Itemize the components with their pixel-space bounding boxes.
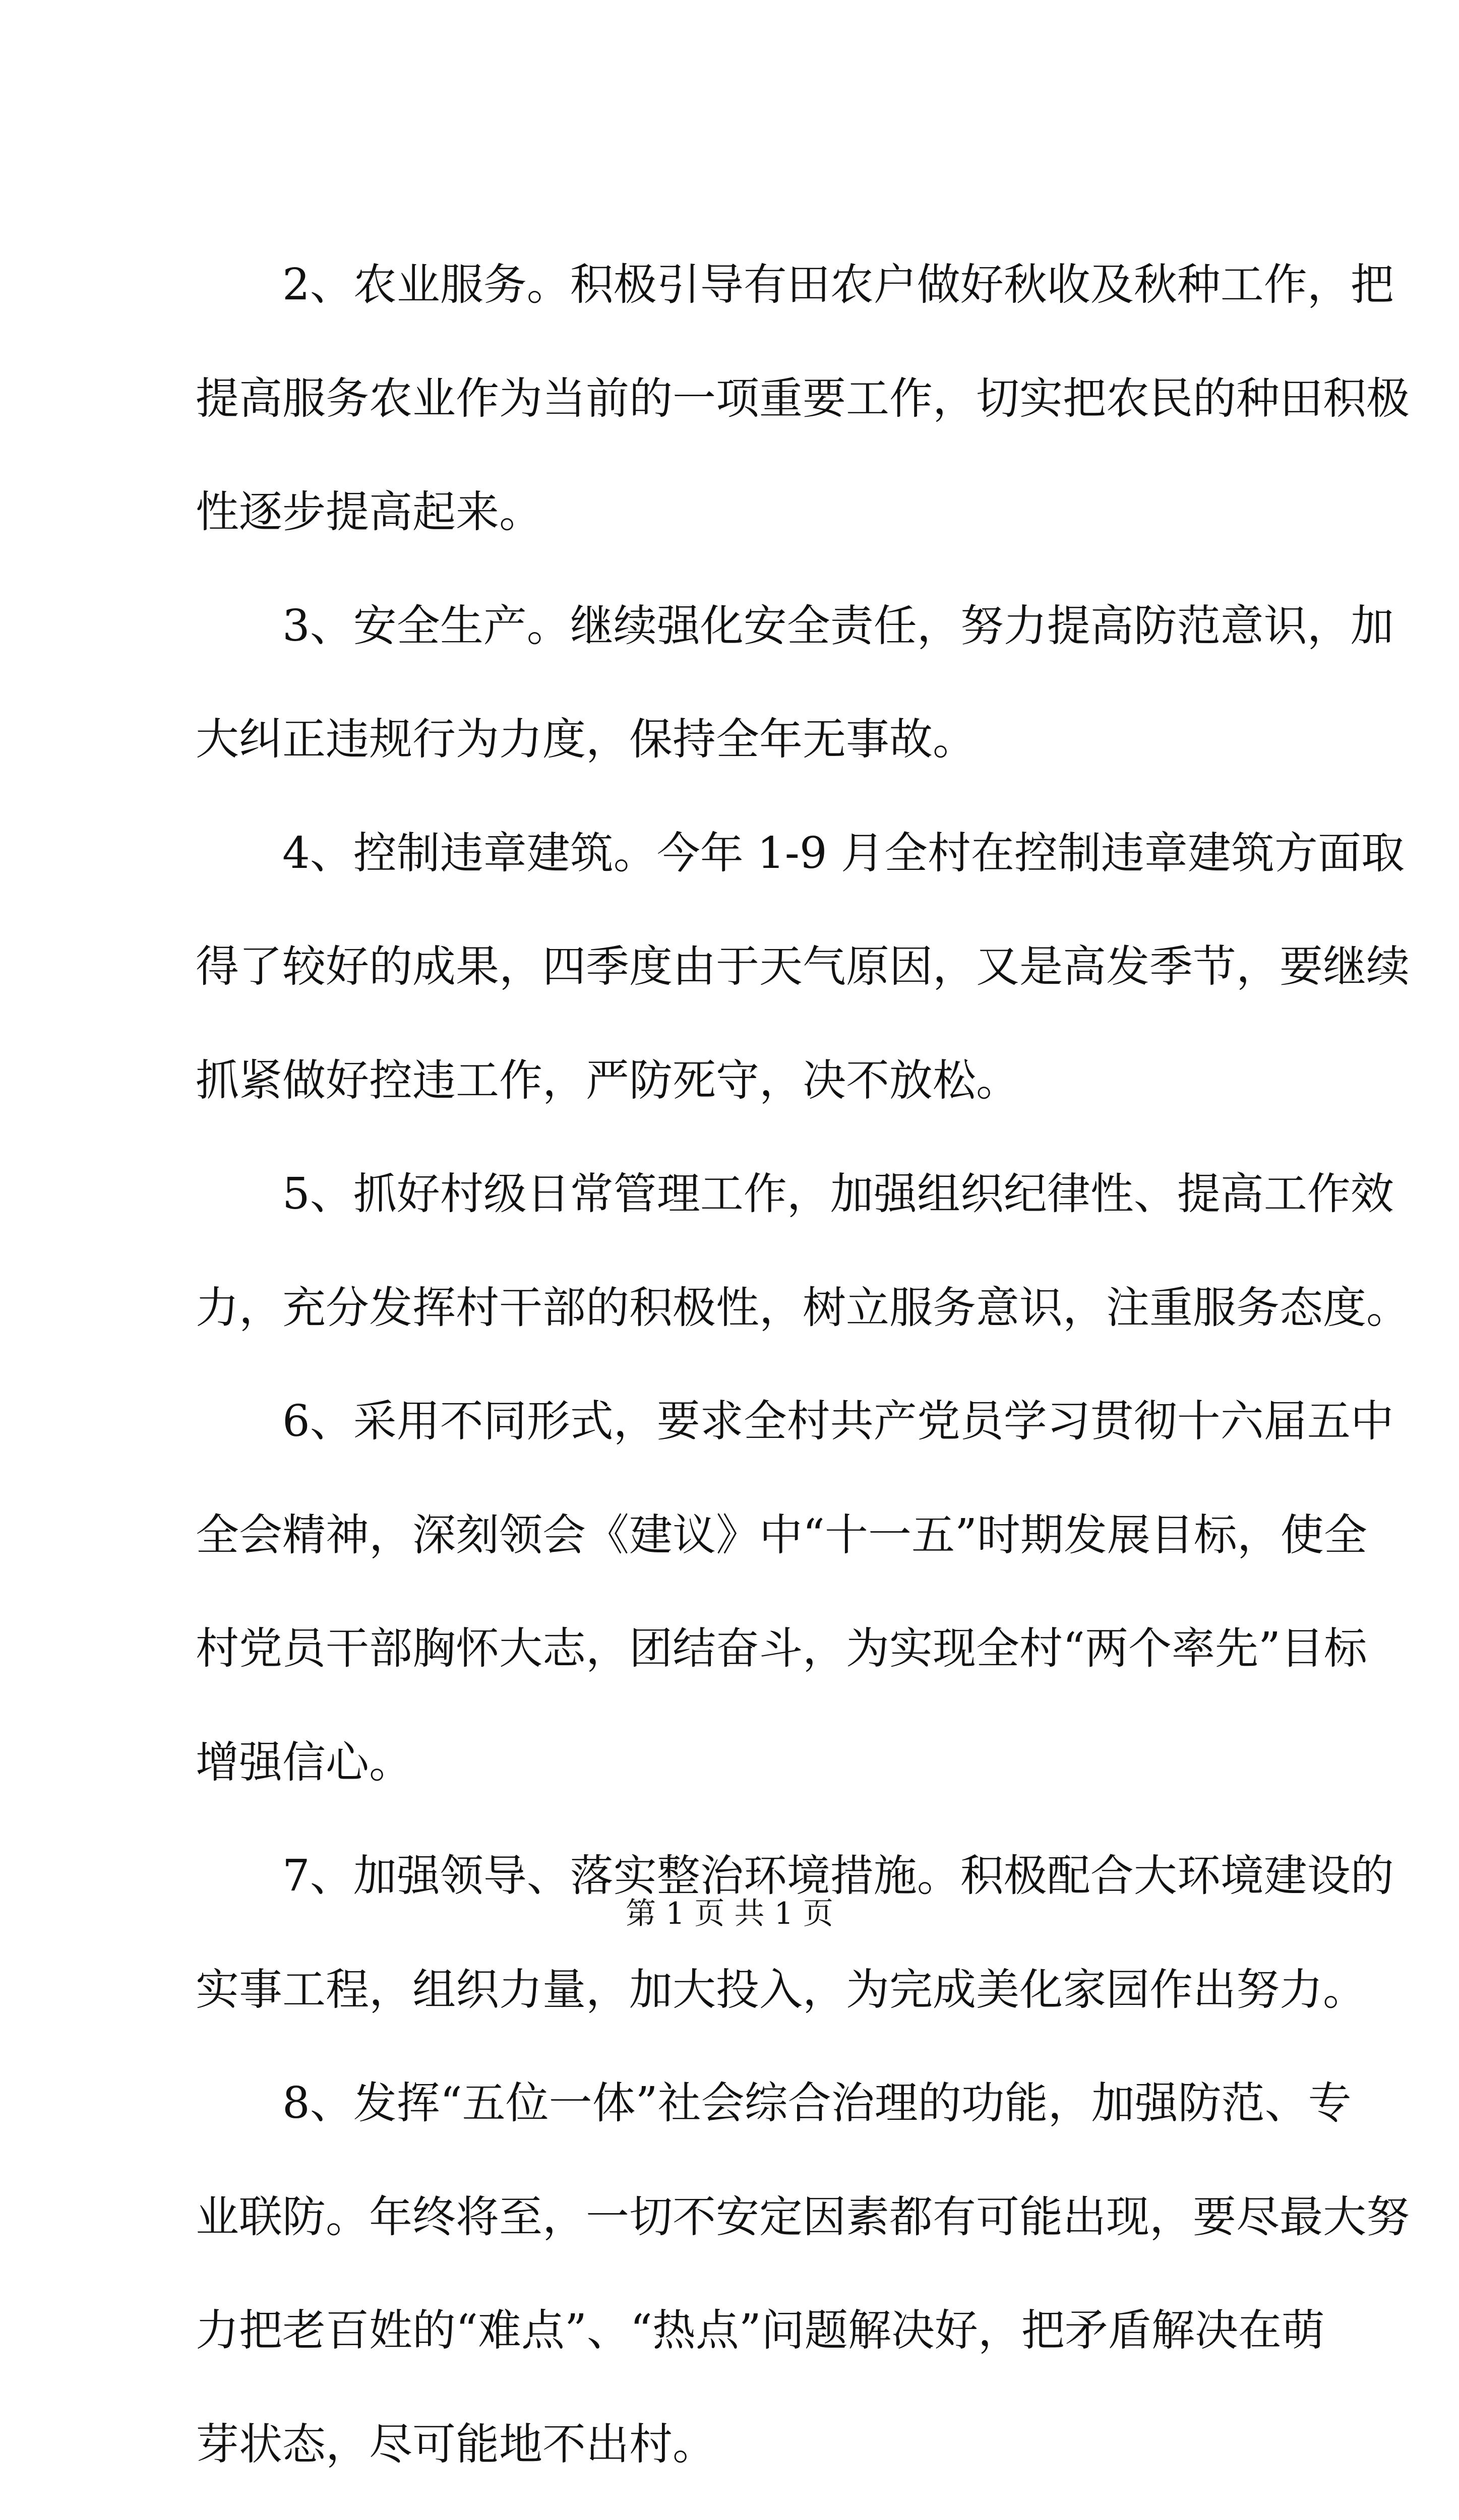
line-8: 抓紧做好控违工作，严防死守，决不放松。 [196, 1058, 1264, 1172]
line-5: 大纠正违规行为力度，保持全年无事故。 [196, 717, 1264, 831]
line-16: 实事工程，组织力量，加大投入，为完成美化家园作出努力。 [196, 1967, 1264, 2081]
line-13: 村党员干部胸怀大志，团结奋斗，为实现全村“两个率先”目标 [196, 1626, 1264, 1740]
line-14: 增强信心。 [196, 1740, 1264, 1854]
line-2: 提高服务农业作为当前的一项重要工作，切实把农民的种田积极 [196, 376, 1264, 490]
line-17: 8、发挥“五位一体”社会综合治理的功能，加强防范、专 [196, 2081, 1264, 2194]
line-18: 业联防。年终将至，一切不安定因素都有可能出现，要尽最大努 [196, 2194, 1264, 2308]
line-4: 3、安全生产。继续强化安全责任，努力提高防范意识，加 [196, 603, 1264, 717]
document-body [196, 262, 1264, 2520]
line-15: 7、加强领导、落实整治环境措施。积极配合大环境建设的 [196, 1853, 1264, 1967]
line-12: 全会精神，深刻领会《建议》中“十一五”时期发展目标，使全 [196, 1513, 1264, 1626]
line-7: 得了较好的成果，四季度由于天气原因，又是高发季节，要继续 [196, 944, 1264, 1058]
line-9: 5、抓好村级日常管理工作，加强组织纪律性、提高工作效 [196, 1171, 1264, 1285]
line-11: 6、采用不同形式，要求全村共产党员学习贯彻十六届五中 [196, 1399, 1264, 1513]
line-6: 4、控制违章建筑。今年 1-9 月全村在控制违章建筑方面取 [196, 831, 1264, 944]
line-10: 力，充分发挥村干部的积极性，树立服务意识，注重服务态度。 [196, 1285, 1264, 1399]
line-19: 力把老百姓的“难点”、“热点”问题解决好，把矛盾解决在萌 [196, 2308, 1264, 2422]
page-number-footer: 第 1 页 共 1 页 [0, 1896, 1459, 1931]
line-20: 芽状态，尽可能地不出村。 [196, 2422, 1264, 2520]
line-3: 性逐步提高起来。 [196, 489, 1264, 603]
line-1: 2、农业服务。积极引导有田农户做好秋收及秋种工作，把 [196, 262, 1264, 376]
